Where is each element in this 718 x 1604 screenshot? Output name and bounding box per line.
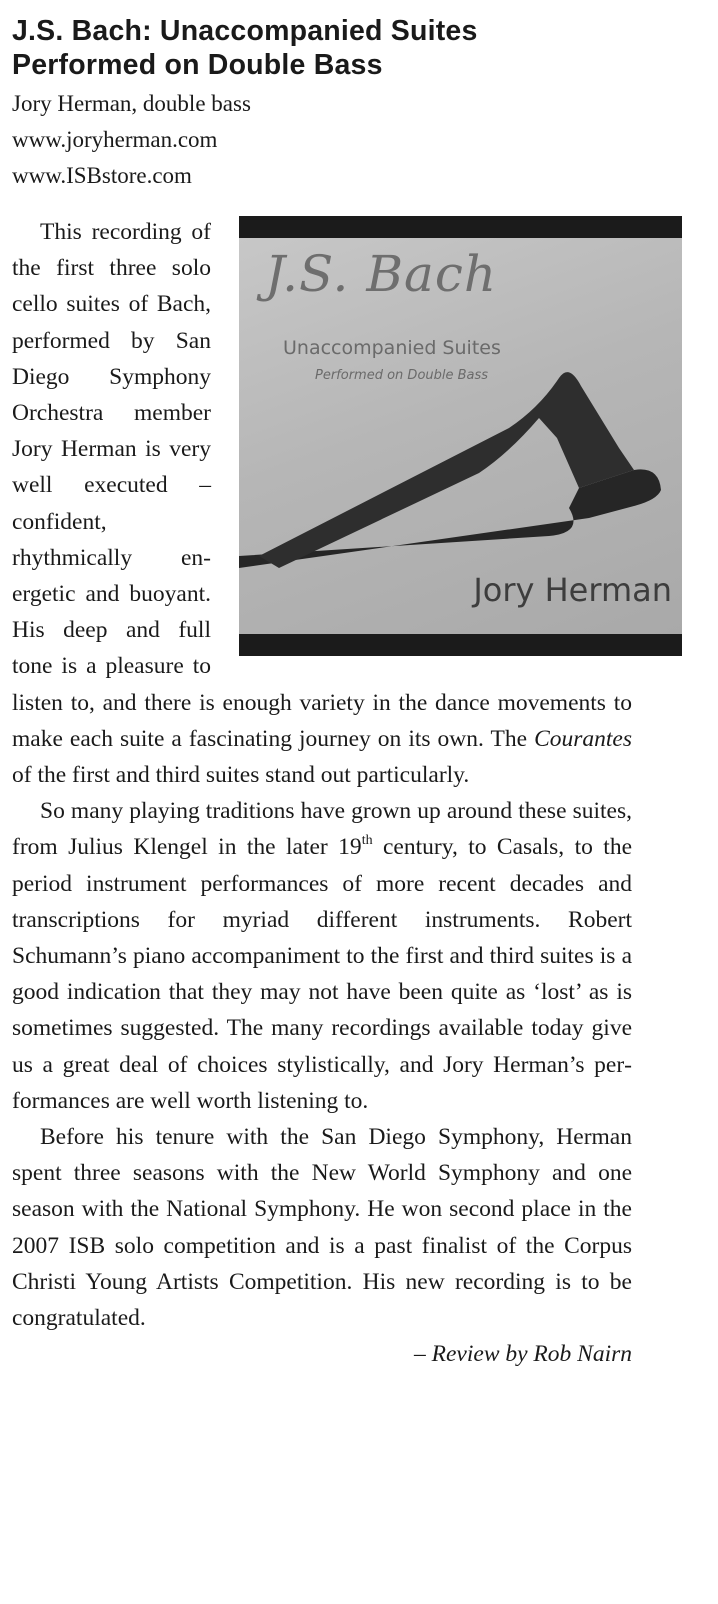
- store-website: www.ISBstore.com: [12, 163, 192, 188]
- cover-title: J.S. Bach: [265, 245, 498, 303]
- cover-artist-name: Jory Herman: [473, 570, 672, 609]
- performer-credit: Jory Herman, double bass: [12, 91, 251, 116]
- review-body: [12, 214, 672, 1372]
- cover-subtitle-2: Performed on Double Bass: [315, 368, 489, 383]
- album-cover-image: [239, 216, 682, 656]
- italic-term: Courantes: [534, 725, 632, 752]
- article-meta: [12, 86, 632, 194]
- performer-website: www.joryherman.com: [12, 127, 218, 152]
- title-line-2: Performed on Double Bass: [12, 49, 383, 81]
- ordinal-suffix: th: [361, 832, 373, 848]
- title-line-1: J.S. Bach: Unaccompanied Suites: [12, 15, 478, 47]
- album-cover-art: [239, 238, 682, 634]
- review-paragraph-3: Before his tenure with the San Diego Symphony, Herman spent three seasons with the New World Symphony and one season with the National Symphony. He won second place in the 2007 ISB solo competition and is a past finalist of the Corpus Christi Young Artists Competition. His new recording is to be congratulated.: [12, 1124, 632, 1332]
- review-paragraph-2: So many playing traditions have grown up around these suites, from Julius Klengel in the later 19th century, to Casals, to the period instrument performances of more recent decades and transcriptions for myriad different instruments. Robert Schumann’s piano accompaniment to the first and third suites is a good indication that they may not have been quite as ‘lost’ as is sometimes suggested. The many recordings available today give us a great deal of choices stylistically, and Jory Herman’s performances are well worth listening to.: [12, 798, 632, 1114]
- reviewer-byline: – Review by Rob Nairn: [414, 1341, 632, 1368]
- review-paragraph-1: This recording of the first three solo cello suites of Bach, performed by San Diego Symphony Orchestra member Jory Herman is very well executed – confident, rhythmically energetic and buoyant. His deep and full tone is a pleasure to listen to, and there is enough variety in the dance movements to make each suite a fascinating journey on its own. The Courantes of the first and third suites stand out particularly.: [12, 219, 632, 789]
- cover-subtitle: Unaccompanied Suites: [283, 337, 501, 359]
- review-article: [12, 14, 672, 1372]
- article-title: [12, 14, 632, 82]
